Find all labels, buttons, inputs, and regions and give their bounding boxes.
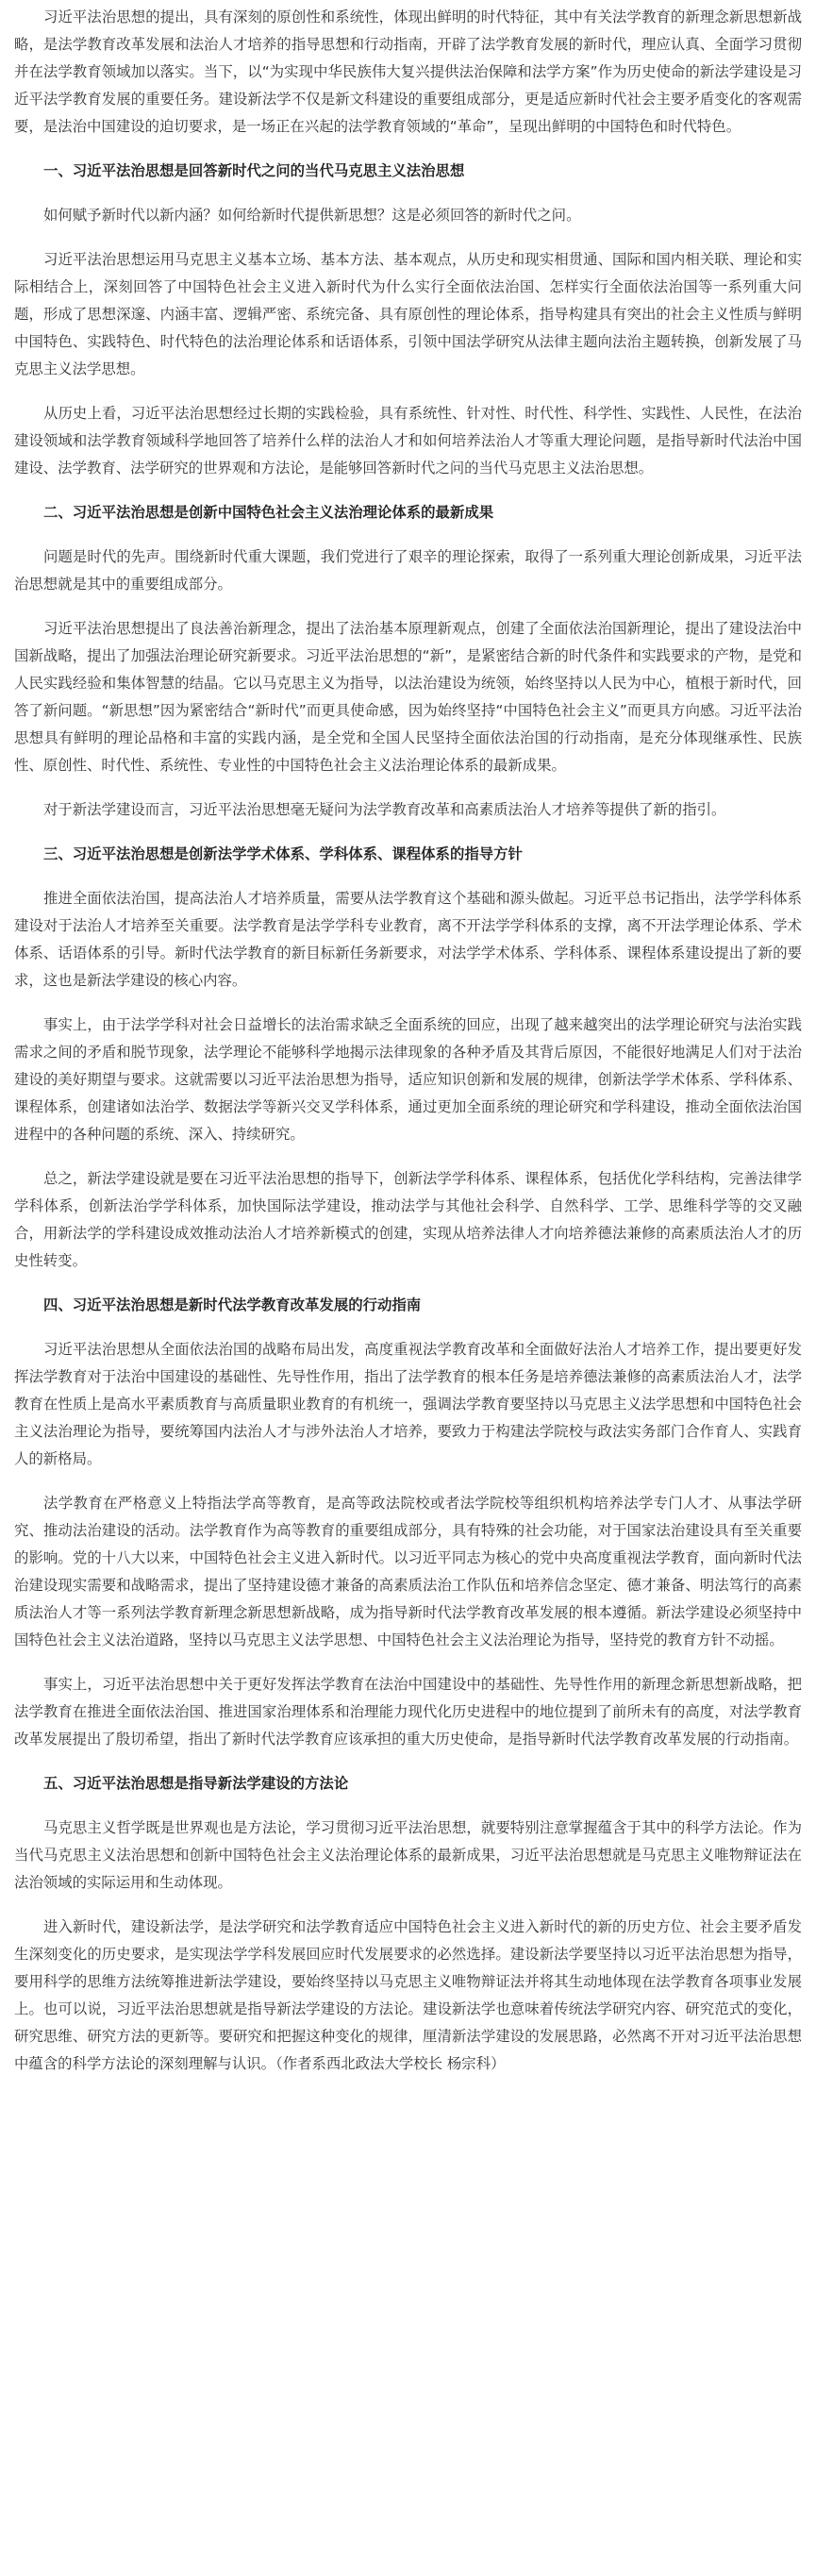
section-heading-5: 五、习近平法治思想是指导新法学建设的方法论 <box>43 1775 349 1792</box>
section-heading-3: 三、习近平法治思想是创新法学学术体系、学科体系、课程体系的指导方针 <box>43 845 523 862</box>
paragraph-intro: 习近平法治思想的提出，具有深刻的原创性和系统性，体现出鲜明的时代特征，其中有关法学教育的新理念新思想新战略，是法学教育改革发展和法治人才培养的指导思想和行动指南，开辟了法学教育发展的新时代，理应认真、全面学习贯彻并在法学教育领域加以落实。当下，以“为实现中华民族伟大复兴提供法治保障和法学方案”作为历史使命的新法学建设是习近平法学教育发展的重要任务。建设新法学不仅是新文科建设的重要组成部分，更是适应新时代社会主要矛盾变化的客观需要，是法治中国建设的迫切要求，是一场正在兴起的法学教育领域的“革命”，呈现出鲜明的中国特色和时代特色。 <box>14 8 802 135</box>
paragraph: 问题是时代的先声。围绕新时代重大课题，我们党进行了艰辛的理论探索，取得了一系列重大理论创新成果，习近平法治思想就是其中的重要组成部分。 <box>14 548 802 593</box>
section-heading-2: 二、习近平法治思想是创新中国特色社会主义法治理论体系的最新成果 <box>43 504 494 521</box>
paragraph: 如何赋予新时代以新内涵？如何给新时代提供新思想？这是必须回答的新时代之问。 <box>43 207 581 224</box>
paragraph: 对于新法学建设而言，习近平法治思想毫无疑问为法学教育改革和高素质法治人才培养等提供了新的指引。 <box>43 801 726 818</box>
paragraph: 习近平法治思想运用马克思主义基本立场、基本方法、基本观点，从历史和现实相贯通、国际和国内相关联、理论和实际相结合上，深刻回答了中国特色社会主义进入新时代为什么实行全面依法治国、怎样实行全面依法治国等一系列重大问题，形成了思想深邃、内涵丰富、逻辑严密、系统完备、具有原创性的理论体系，指导构建具有突出的社会主义性质与鲜明中国特色、实践特色、时代特色的法治理论体系和话语体系，引领中国法学研究从法律主题向法治主题转换，创新发展了马克思主义法学思想。 <box>14 251 802 377</box>
article-body <box>14 0 802 2078</box>
paragraph: 马克思主义哲学既是世界观也是方法论，学习贯彻习近平法治思想，就要特别注意掌握蕴含于其中的科学方法论。作为当代马克思主义法治思想和创新中国特色社会主义法治理论体系的最新成果，习近平法治思想就是马克思主义唯物辩证法在法治领域的实际运用和生动体现。 <box>14 1819 802 1891</box>
paragraph: 习近平法治思想从全面依法治国的战略布局出发，高度重视法学教育改革和全面做好法治人才培养工作，提出要更好发挥法学教育对于法治中国建设的基础性、先导性作用，指出了法学教育的根本任务是培养德法兼修的高素质法治人才，法学教育在性质上是高水平素质教育与高质量职业教育的有机统一，强调法学教育要坚持以马克思主义法学思想和中国特色社会主义法治理论为指导，要统筹国内法治人才与涉外法治人才培养，要致力于构建法学院校与政法实务部门合作育人、实践育人的新格局。 <box>14 1341 802 1467</box>
paragraph: 从历史上看，习近平法治思想经过长期的实践检验，具有系统性、针对性、时代性、科学性、实践性、人民性，在法治建设领域和法学教育领域科学地回答了培养什么样的法治人才和如何培养法治人才等重大理论问题，是指导新时代法治中国建设、法学教育、法学研究的世界观和方法论，是能够回答新时代之问的当代马克思主义法治思想。 <box>14 405 802 477</box>
paragraph: 习近平法治思想提出了良法善治新理念，提出了法治基本原理新观点，创建了全面依法治国新理论，提出了建设法治中国新战略，提出了加强法治理论研究新要求。习近平法治思想的“新”，是紧密结合新的时代条件和实践要求的产物，是党和人民实践经验和集体智慧的结晶。它以马克思主义为指导，以法治建设为统领，始终坚持以人民为中心，植根于新时代，回答了新问题。“新思想”因为紧密结合“新时代”而更具使命感，因为始终坚持“中国特色社会主义”而更具方向感。习近平法治思想具有鲜明的理论品格和丰富的实践内涵，是全党和全国人民坚持全面依法治国的行动指南，是充分体现继承性、民族性、原创性、时代性、系统性、专业性的中国特色社会主义法治理论体系的最新成果。 <box>14 620 802 774</box>
section-heading-4: 四、习近平法治思想是新时代法学教育改革发展的行动指南 <box>43 1296 422 1313</box>
paragraph: 总之，新法学建设就是要在习近平法治思想的指导下，创新法学学科体系、课程体系，包括优化学科结构，完善法律学学科体系，创新法治学学科体系，加快国际法学建设，推动法学与其他社会科学、自然科学、工学、思维科学等的交叉融合，用新法学的学科建设成效推动法治人才培养新模式的创建，实现从培养法律人才向培养德法兼修的高素质法治人才的历史性转变。 <box>14 1170 802 1269</box>
paragraph: 推进全面依法治国，提高法治人才培养质量，需要从法学教育这个基础和源头做起。习近平总书记指出，法学学科体系建设对于法治人才培养至关重要。法学教育是法学学科专业教育，离不开法学学科体系的支撑，离不开法学理论体系、学术体系、话语体系的引导。新时代法学教育的新目标新任务新要求，对法学学术体系、学科体系、课程体系建设提出了新的要求，这也是新法学建设的核心内容。 <box>14 890 802 989</box>
paragraph-closing: 进入新时代，建设新法学，是法学研究和法学教育适应中国特色社会主义进入新时代的新的历史方位、社会主要矛盾发生深刻变化的历史要求，是实现法学学科发展回应时代发展要求的必然选择。建设新法学要坚持以习近平法治思想为指导，要用科学的思维方法统筹推进新法学建设，要始终坚持以马克思主义唯物辩证法并将其生动地体现在法学教育各项事业发展上。也可以说，习近平法治思想就是指导新法学建设的方法论。建设新法学也意味着传统法学研究内容、研究范式的变化，研究思维、研究方法的更新等。要研究和把握这种变化的规律，厘清新法学建设的发展思路，必然离不开对习近平法治思想中蕴含的科学方法论的深刻理解与认识。（作者系西北政法大学校长 杨宗科） <box>14 1918 802 2072</box>
paragraph: 事实上，习近平法治思想中关于更好发挥法学教育在法治中国建设中的基础性、先导性作用的新理念新思想新战略，把法学教育在推进全面依法治国、推进国家治理体系和治理能力现代化历史进程中的地位提到了前所未有的高度，对法学教育改革发展提出了殷切希望，指出了新时代法学教育应该承担的重大历史使命，是指导新时代法学教育改革发展的行动指南。 <box>14 1676 802 1748</box>
section-heading-1: 一、习近平法治思想是回答新时代之问的当代马克思主义法治思想 <box>43 162 465 179</box>
paragraph: 事实上，由于法学学科对社会日益增长的法治需求缺乏全面系统的回应，出现了越来越突出的法学理论研究与法治实践需求之间的矛盾和脱节现象，法学理论不能够科学地揭示法律现象的各种矛盾及其背后原因，不能很好地满足人们对于法治建设的美好期望与要求。这就需要以习近平法治思想为指导，适应知识创新和发展的规律，创新法学学术体系、学科体系、课程体系，创建诸如法治学、数据法学等新兴交叉学科体系，通过更加全面系统的理论研究和学科建设，推动全面依法治国进程中的各种问题的系统、深入、持续研究。 <box>14 1016 802 1143</box>
paragraph: 法学教育在严格意义上特指法学高等教育，是高等政法院校或者法学院校等组织机构培养法学专门人才、从事法学研究、推动法治建设的活动。法学教育作为高等教育的重要组成部分，具有特殊的社会功能，对于国家法治建设具有至关重要的影响。党的十八大以来，中国特色社会主义进入新时代。以习近平同志为核心的党中央高度重视法学教育，面向新时代法治建设现实需要和战略需求，提出了坚持建设德才兼备的高素质法治工作队伍和培养信念坚定、德才兼备、明法笃行的高素质法治人才等一系列法学教育新理念新思想新战略，成为指导新时代法学教育改革发展的根本遵循。新法学建设必须坚持中国特色社会主义法治道路，坚持以马克思主义法学思想、中国特色社会主义法治理论为指导，坚持党的教育方针不动摇。 <box>14 1495 802 1648</box>
